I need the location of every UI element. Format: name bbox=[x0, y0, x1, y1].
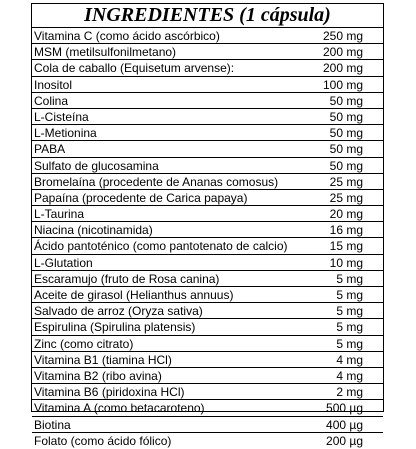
ingredient-name: L-Cisteína bbox=[34, 109, 89, 124]
ingredient-name: Espirulina (Spirulina platensis) bbox=[34, 320, 196, 335]
ingredient-amount: 200 mg bbox=[322, 45, 363, 60]
ingredient-row bbox=[32, 384, 383, 400]
ingredient-row bbox=[32, 109, 383, 125]
ingredient-amount: 5 mg bbox=[336, 336, 363, 351]
ingredient-amount: 250 mg bbox=[322, 29, 363, 43]
ingredient-name: L-Metionina bbox=[34, 126, 97, 141]
ingredient-amount: 15 mg bbox=[329, 239, 363, 254]
ingredient-row bbox=[32, 336, 383, 352]
ingredient-row bbox=[32, 77, 383, 93]
ingredient-amount: 50 mg bbox=[329, 142, 363, 157]
ingredient-name: Colina bbox=[34, 93, 69, 108]
ingredient-amount: 5 mg bbox=[336, 288, 363, 302]
ingredient-amount: 400 µg bbox=[326, 417, 363, 432]
ingredient-name: Vitamina B2 (ribo avina) bbox=[34, 368, 162, 383]
ingredient-name: Escaramujo (fruto de Rosa canina) bbox=[34, 271, 220, 286]
ingredient-row bbox=[32, 125, 383, 141]
ingredient-row bbox=[32, 433, 383, 449]
ingredient-name: PABA bbox=[34, 142, 66, 157]
ingredient-row bbox=[32, 158, 383, 174]
ingredient-row bbox=[32, 190, 383, 206]
ingredient-name: Bromelaína (procedente de Ananas comosus) bbox=[34, 174, 279, 189]
ingredient-amount: 200 mg bbox=[322, 61, 363, 76]
ingredient-row bbox=[32, 60, 383, 76]
ingredient-row bbox=[32, 174, 383, 190]
ingredient-amount: 5 mg bbox=[336, 320, 363, 335]
ingredient-name: Cola de caballo (Equisetum arvense): bbox=[34, 61, 235, 76]
ingredient-amount: 16 mg bbox=[329, 223, 363, 238]
ingredient-amount: 4 mg bbox=[336, 352, 363, 367]
ingredient-amount: 50 mg bbox=[329, 158, 363, 173]
ingredient-row bbox=[32, 44, 383, 60]
ingredient-name: Sulfato de glucosamina bbox=[34, 158, 159, 173]
ingredient-name: Inositol bbox=[34, 77, 73, 92]
ingredient-name: Ácido pantoténico (como pantotenato de calcio) bbox=[34, 239, 288, 254]
ingredient-amount: 5 mg bbox=[336, 304, 363, 319]
ingredient-row bbox=[32, 287, 383, 303]
ingredient-amount: 100 mg bbox=[322, 77, 363, 92]
ingredient-row bbox=[32, 352, 383, 368]
ingredient-name: L-Glutation bbox=[34, 255, 93, 270]
ingredient-row bbox=[32, 222, 383, 238]
ingredient-name: Papaína (procedente de Carica papaya) bbox=[34, 190, 248, 205]
ingredient-row bbox=[32, 400, 383, 416]
ingredient-name: Salvado de arroz (Oryza sativa) bbox=[34, 304, 203, 319]
ingredient-amount: 2 mg bbox=[336, 385, 363, 400]
ingredient-row bbox=[32, 417, 383, 433]
ingredient-name: Vitamina B1 (tiamina HCl) bbox=[34, 352, 172, 367]
ingredient-row bbox=[32, 141, 383, 157]
ingredients-title: INGREDIENTES (1 cápsula) bbox=[32, 4, 383, 28]
ingredient-amount: 25 mg bbox=[329, 190, 363, 205]
ingredient-amount: 25 mg bbox=[329, 174, 363, 189]
ingredient-amount: 10 mg bbox=[329, 255, 363, 270]
ingredient-row bbox=[32, 93, 383, 109]
ingredient-row bbox=[32, 206, 383, 222]
ingredient-row bbox=[32, 238, 383, 254]
ingredient-name: Niacina (nicotinamida) bbox=[34, 223, 153, 238]
ingredient-amount: 50 mg bbox=[329, 126, 363, 141]
ingredient-amount: 20 mg bbox=[329, 207, 363, 222]
ingredient-row bbox=[32, 303, 383, 319]
ingredient-row bbox=[32, 255, 383, 271]
ingredients-panel bbox=[31, 3, 384, 448]
ingredient-name: MSM (metilsulfonilmetano) bbox=[34, 45, 177, 60]
ingredient-name: Aceite de girasol (Helianthus annuus) bbox=[34, 288, 234, 302]
ingredient-name: L-Taurina bbox=[34, 207, 85, 222]
ingredient-amount: 50 mg bbox=[329, 109, 363, 124]
ingredient-name: Zinc (como citrato) bbox=[34, 336, 134, 351]
ingredient-amount: 200 µg bbox=[326, 433, 363, 448]
ingredient-amount: 50 mg bbox=[329, 93, 363, 108]
ingredient-row bbox=[32, 28, 383, 44]
ingredient-amount: 500 µg bbox=[326, 401, 363, 416]
ingredient-row bbox=[32, 319, 383, 335]
ingredient-row bbox=[32, 271, 383, 287]
ingredient-name: Biotina bbox=[34, 417, 71, 432]
ingredient-amount: 5 mg bbox=[336, 271, 363, 286]
ingredient-name: Vitamina C (como ácido ascórbico) bbox=[34, 29, 220, 43]
ingredient-amount: 4 mg bbox=[336, 368, 363, 383]
ingredients-list bbox=[32, 28, 383, 449]
ingredient-row bbox=[32, 368, 383, 384]
ingredient-name: Vitamina A (como betacaroteno) bbox=[34, 401, 205, 416]
ingredient-name: Folato (como ácido fólico) bbox=[34, 433, 172, 448]
ingredient-name: Vitamina B6 (piridoxina HCl) bbox=[34, 385, 185, 400]
